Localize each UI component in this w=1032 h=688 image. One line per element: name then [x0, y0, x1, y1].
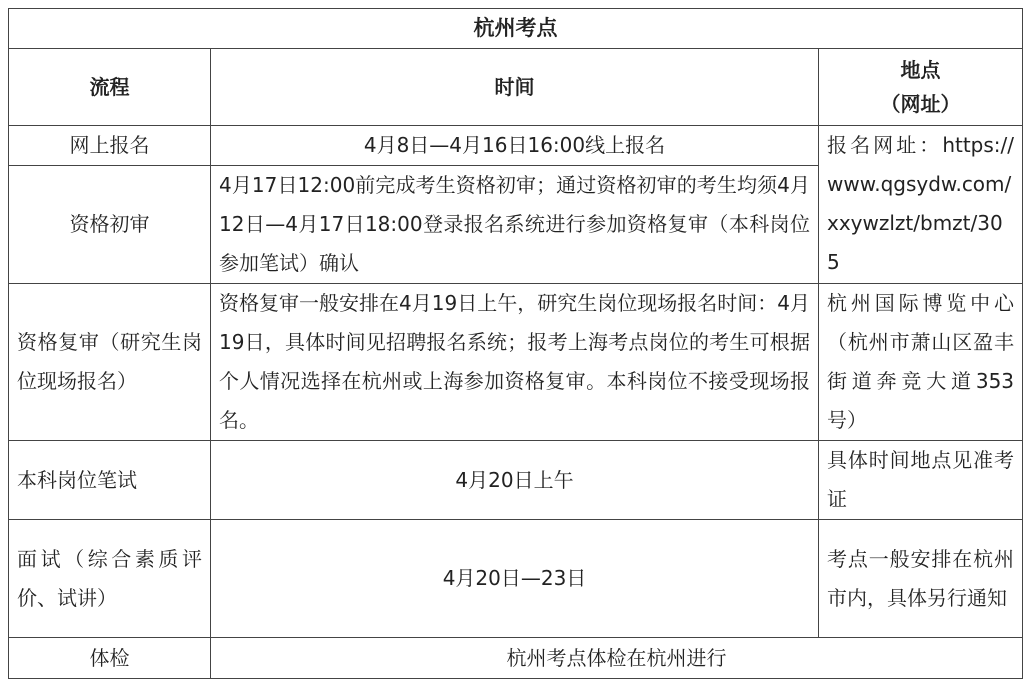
time-cell: 资格复审一般安排在4月19日上午，研究生岗位现场报名时间：4月19日，具体时间见招聘报名系统；报考上海考点岗位的考生可根据个人情况选择在杭州或上海参加资格复审。本科岗位不接受现场报名。 [211, 284, 819, 441]
header-location-line1: 地点 [900, 58, 941, 82]
table-title: 杭州考点 [9, 9, 1023, 49]
process-cell: 本科岗位笔试 [9, 441, 211, 520]
process-cell: 资格初审 [9, 166, 211, 284]
header-location-line2: （网址） [880, 92, 961, 116]
time-cell: 4月17日12:00前完成考生资格初审；通过资格初审的考生均须4月12日—4月17日18:00登录报名系统进行参加资格复审（本科岗位参加笔试）确认 [211, 166, 819, 284]
header-time: 时间 [211, 49, 819, 126]
location-cell: 考点一般安排在杭州市内，具体另行通知 [819, 520, 1023, 638]
header-process: 流程 [9, 49, 211, 126]
header-location [819, 49, 1023, 126]
process-cell: 面试（综合素质评价、试讲） [9, 520, 211, 638]
process-cell: 网上报名 [9, 126, 211, 166]
location-cell: 杭州国际博览中心（杭州市萧山区盈丰街道奔竞大道353号） [819, 284, 1023, 441]
process-cell: 体检 [9, 638, 211, 679]
location-cell: 具体时间地点见准考证 [819, 441, 1023, 520]
time-cell: 杭州考点体检在杭州进行 [211, 638, 1023, 679]
schedule-table [8, 8, 1023, 679]
time-cell: 4月8日—4月16日16:00线上报名 [211, 126, 819, 166]
location-cell-url: 报名网址：https://www.qgsydw.com/xxywzlzt/bmzt/305 [819, 126, 1023, 284]
process-cell: 资格复审（研究生岗位现场报名） [9, 284, 211, 441]
time-cell: 4月20日—23日 [211, 520, 819, 638]
time-cell: 4月20日上午 [211, 441, 819, 520]
